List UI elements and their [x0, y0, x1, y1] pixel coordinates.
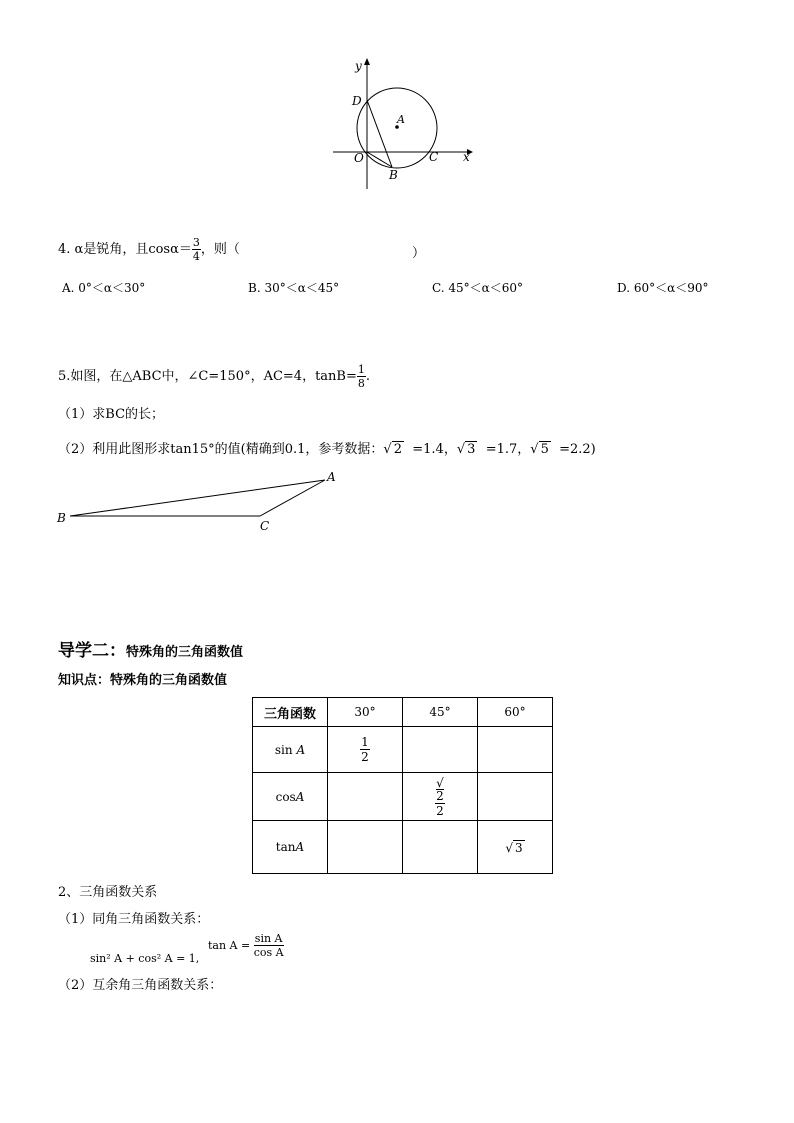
cos30-cell — [328, 773, 403, 821]
q4-stem-close: ） — [412, 246, 426, 261]
relations-sub2: （2）互余角三角函数关系： — [58, 978, 223, 993]
q5-fraction — [357, 364, 366, 389]
sqrt3-radicand: 3 — [467, 442, 476, 457]
cos-var: A — [295, 789, 305, 804]
q5-stem-prefix: 5.如图，在△ABC中，∠C=150°，AC=4，tanB= — [58, 369, 357, 384]
q5-val5: =2.2) — [559, 442, 596, 457]
row-label-sin — [253, 727, 328, 773]
tan-num: sin A — [254, 932, 283, 945]
q4-stem — [58, 237, 240, 262]
tri-label-A: A — [327, 470, 336, 484]
tan60-radicand: 3 — [515, 840, 523, 855]
header-fn: 三角函数 — [253, 698, 328, 727]
identity-formula — [90, 952, 199, 965]
sin30-den: 2 — [361, 750, 369, 764]
trig-values-table — [252, 697, 553, 874]
sin30-num: 1 — [361, 735, 369, 749]
section2-title — [58, 636, 243, 661]
tan30-cell — [328, 821, 403, 874]
header-30: 30° — [328, 698, 403, 727]
table-row-tan — [253, 821, 553, 874]
q5-part2 — [58, 441, 596, 458]
q5-frac-den: 8 — [357, 377, 365, 390]
q5-part2-prefix: （2）利用此图形求tan15°的值(精确到0.1，参考数据： — [58, 442, 384, 457]
q4-stem-prefix: 4. α是锐角，且cosα＝ — [58, 242, 192, 257]
table-row-cos — [253, 773, 553, 821]
label-C: C — [429, 150, 439, 164]
tan-lhs: tan A = — [208, 939, 251, 952]
relations-sub1: （1）同角三角函数关系： — [58, 912, 210, 927]
label-A: A — [397, 113, 405, 126]
row-label-cos — [253, 773, 328, 821]
tan45-cell — [403, 821, 478, 874]
tan60-cell — [478, 821, 553, 874]
cos45-den: 2 — [436, 803, 444, 818]
sin-fn: sin — [274, 742, 293, 757]
cos45-cell — [403, 773, 478, 821]
tan-fraction — [254, 933, 284, 958]
tri-label-C: C — [260, 519, 270, 533]
relations-heading: 2、三角函数关系 — [58, 885, 158, 900]
tan-den: cos A — [253, 946, 284, 959]
sqrt3: √ 3 — [456, 442, 476, 457]
sin30-fraction — [360, 736, 370, 763]
table-row-sin — [253, 727, 553, 773]
sin30-cell — [328, 727, 403, 773]
q5-val3: =1.7， — [485, 442, 531, 457]
label-B: B — [389, 168, 398, 182]
section2-title-part2: 特殊角的三角函数值 — [126, 645, 244, 660]
header-60: 60° — [478, 698, 553, 727]
segment-OB — [367, 152, 392, 167]
cos60-cell — [478, 773, 553, 821]
triangle-abc — [70, 480, 325, 516]
q4-frac-num: 3 — [192, 236, 200, 249]
cos45-fraction — [435, 777, 445, 817]
cos45-radicand: 2 — [436, 788, 444, 803]
tan-var: A — [295, 840, 305, 854]
q4-option-d: D. 60°＜α＜90° — [617, 281, 709, 295]
q5-frac-num: 1 — [357, 363, 365, 376]
sqrt5-radicand: 5 — [540, 442, 549, 457]
section2-title-part1: 导学二： — [58, 641, 126, 661]
q5-part1: （1）求BC的长； — [58, 407, 165, 422]
sin-var: A — [296, 742, 306, 757]
tri-label-B: B — [57, 511, 66, 525]
triangle-figure — [50, 465, 350, 540]
label-D: D — [352, 94, 362, 108]
q4-option-b: B. 30°＜α＜45° — [248, 281, 340, 295]
y-axis-arrow — [364, 58, 370, 65]
tan-formula — [208, 933, 284, 958]
sqrt5: √ 5 — [530, 442, 549, 457]
q5-stem-suffix: . — [365, 369, 371, 384]
header-45: 45° — [403, 698, 478, 727]
segment-DB — [367, 100, 392, 167]
q4-frac-den: 4 — [192, 250, 200, 263]
sin60-cell — [478, 727, 553, 773]
sqrt2-radicand: 2 — [393, 442, 402, 457]
q4-stem-suffix: ，则（ — [200, 242, 240, 257]
cos45-num: √ 2 — [436, 775, 444, 803]
knowledge-point: 知识点：特殊角的三角函数值 — [58, 673, 228, 688]
q5-val2: =1.4， — [412, 442, 457, 457]
q4-option-a: A. 0°＜α＜30° — [62, 281, 146, 295]
table-header-row — [253, 698, 553, 727]
label-y: y — [355, 59, 362, 73]
cos-fn: cos — [275, 789, 296, 804]
circle-axes-figure — [325, 55, 485, 195]
row-label-tan — [253, 821, 328, 874]
sin45-cell — [403, 727, 478, 773]
q4-fraction — [192, 237, 201, 262]
q5-stem — [58, 364, 370, 389]
identity-pythagorean: sin² A + cos² A = 1, — [90, 952, 200, 965]
label-x: x — [463, 150, 470, 164]
tan60-sqrt: √ 3 — [505, 840, 523, 855]
label-O: O — [354, 151, 364, 165]
tan-fn: tan — [275, 840, 296, 854]
q4-option-c: C. 45°＜α＜60° — [432, 281, 524, 295]
sqrt2: √ 2 — [383, 442, 402, 457]
